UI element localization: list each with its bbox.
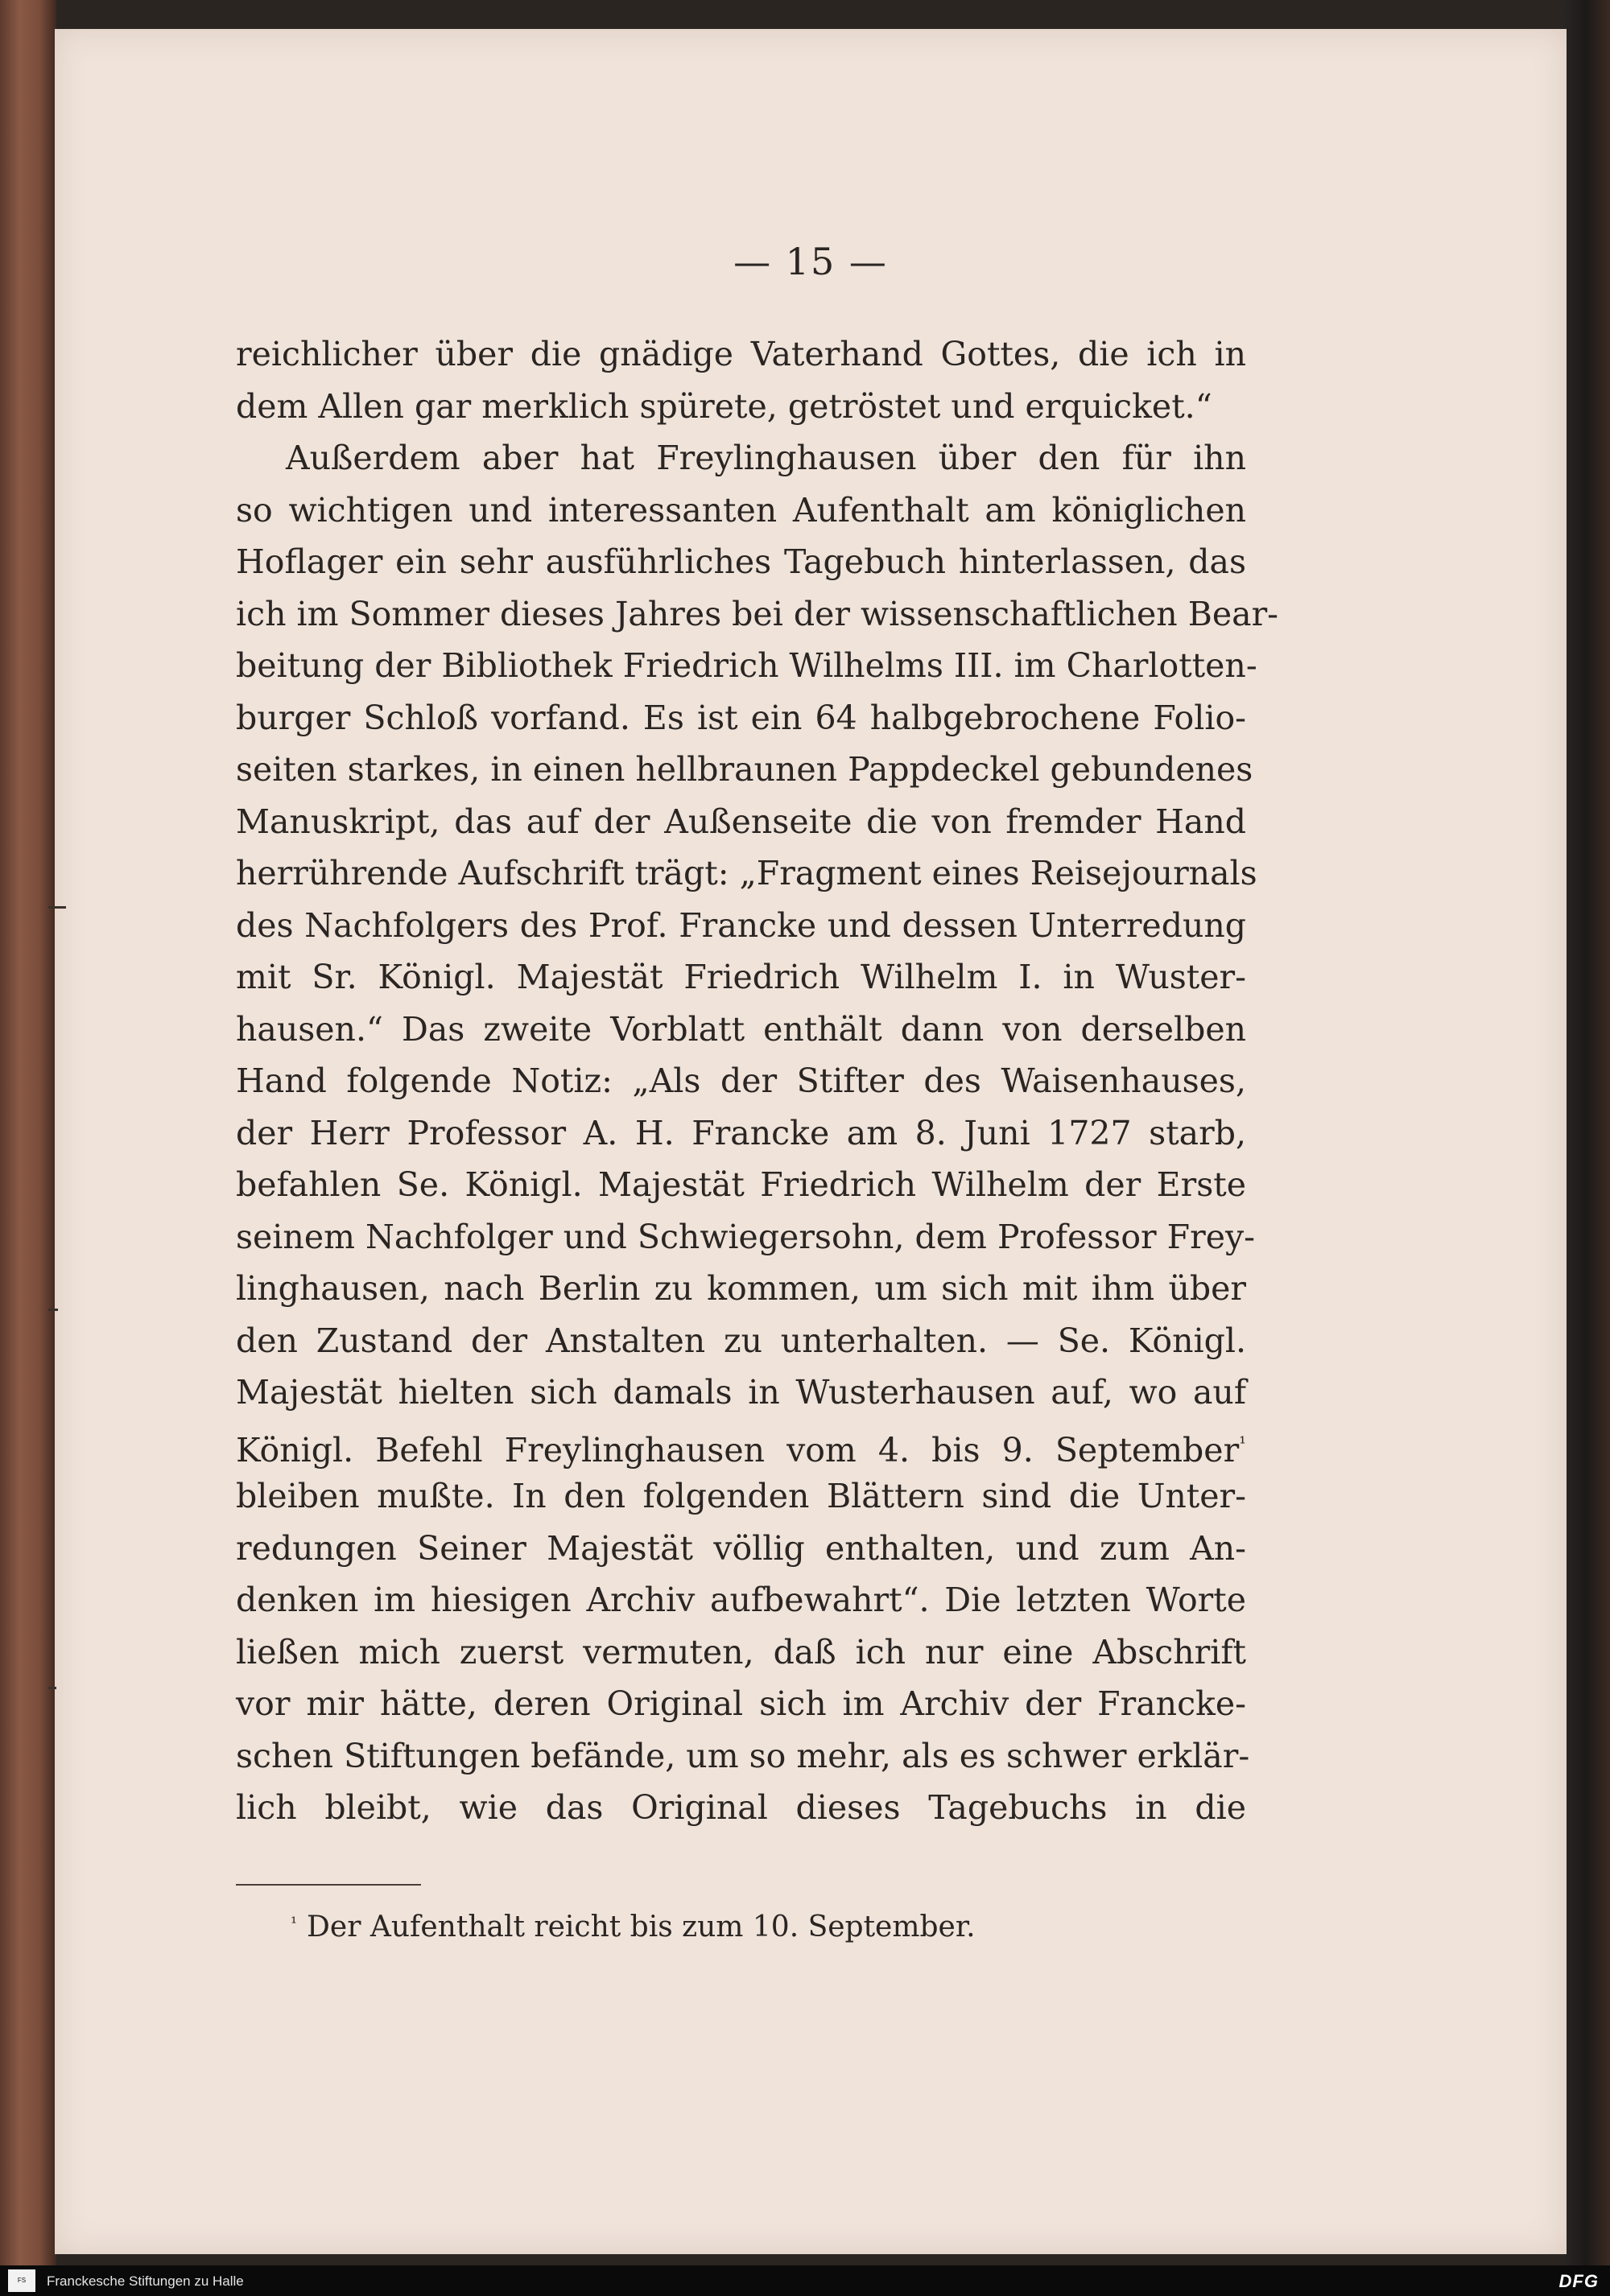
text-line: lich bleibt, wie das Original dieses Tagebuchs in die [236,1788,1246,1827]
margin-mark [48,1309,58,1311]
text-line: Manuskript, das auf der Außenseite die von fremder Hand [236,802,1246,841]
text-line: ließen mich zuerst vermuten, daß ich nur eine Abschrift [236,1632,1246,1672]
text-line-segment: Königl. Befehl Freylinghausen vom 4. bis 9. September [236,1430,1240,1470]
footnote-reference: ¹ [1239,1433,1246,1454]
text-line: dem Allen gar merklich spürete, getröstet und erquicket.“ [236,386,1212,426]
text-line: denken im hiesigen Archiv aufbewahrt“. Die letzten Worte [236,1581,1246,1619]
page-number: — 15 — [733,240,888,283]
text-line: so wichtigen und interessanten Aufenthalt am königlichen [236,490,1246,530]
text-line: linghausen, nach Berlin zu kommen, um sich mit ihm über [236,1269,1246,1308]
text-line: vor mir hätte, deren Original sich im Archiv der Francke- [236,1684,1246,1723]
text-line: befahlen Se. Königl. Majestät Friedrich Wilhelm der Erste [236,1165,1246,1204]
book-binding-right [1562,0,1610,2265]
margin-mark [48,1687,56,1689]
text-line: burger Schloß vorfand. Es ist ein 64 halbgebrochene Folio- [236,698,1246,737]
text-line: Außerdem aber hat Freylinghausen über den für ihn [286,439,1246,477]
viewer-footer [0,2265,1610,2296]
text-line: Hand folgende Notiz: „Als der Stifter des Waisenhauses, [236,1061,1246,1100]
text-line: reichlicher über die gnädige Vaterhand Gottes, die ich in [236,335,1246,373]
footnote-divider [236,1884,421,1886]
footnote-mark: ¹ [291,1913,298,1932]
text-line: Majestät hielten sich damals in Wusterhausen auf, wo auf [236,1373,1246,1412]
text-line: der Herr Professor A. H. Francke am 8. Juni 1727 starb, [236,1113,1246,1152]
margin-mark [48,906,66,909]
book-binding-left [0,0,56,2265]
institution-logo-icon: FS [8,2269,35,2292]
text-line: schen Stiftungen befände, um so mehr, als es schwer erklär- [236,1736,1250,1775]
text-line: hausen.“ Das zweite Vorblatt enthält dann von derselben [236,1009,1246,1049]
text-line: Hoflager ein sehr ausführliches Tagebuch hinterlassen, das [236,542,1246,581]
text-line: redungen Seiner Majestät völlig enthalten, und zum An- [236,1528,1246,1568]
text-line: ich im Sommer dieses Jahres bei der wissenschaftlichen Bear- [236,594,1279,633]
text-line: seiten starkes, in einen hellbraunen Pappdeckel gebundenes [236,750,1253,789]
book-page [55,29,1567,2254]
text-line: den Zustand der Anstalten zu unterhalten. — Se. Königl. [236,1321,1246,1360]
body-text [236,328,1279,1834]
footnote [291,1911,976,1944]
text-line: des Nachfolgers des Prof. Francke und dessen Unterredung [236,905,1246,945]
footnote-text: Der Aufenthalt reicht bis zum 10. September. [307,1911,976,1944]
text-line-with-footnote [236,1419,1246,1471]
institution-name: Franckesche Stiftungen zu Halle [47,2273,244,2289]
text-line: bleiben mußte. In den folgenden Blättern sind die Unter- [236,1477,1246,1515]
dfg-logo: DFG [1558,2271,1599,2291]
text-line: seinem Nachfolger und Schwiegersohn, dem Professor Frey- [236,1217,1255,1256]
text-line: herrührende Aufschrift trägt: „Fragment eines Reisejournals [236,854,1257,892]
text-line: beitung der Bibliothek Friedrich Wilhelms III. im Charlotten- [236,646,1257,685]
text-line: mit Sr. Königl. Majestät Friedrich Wilhelm I. in Wuster- [236,958,1246,996]
